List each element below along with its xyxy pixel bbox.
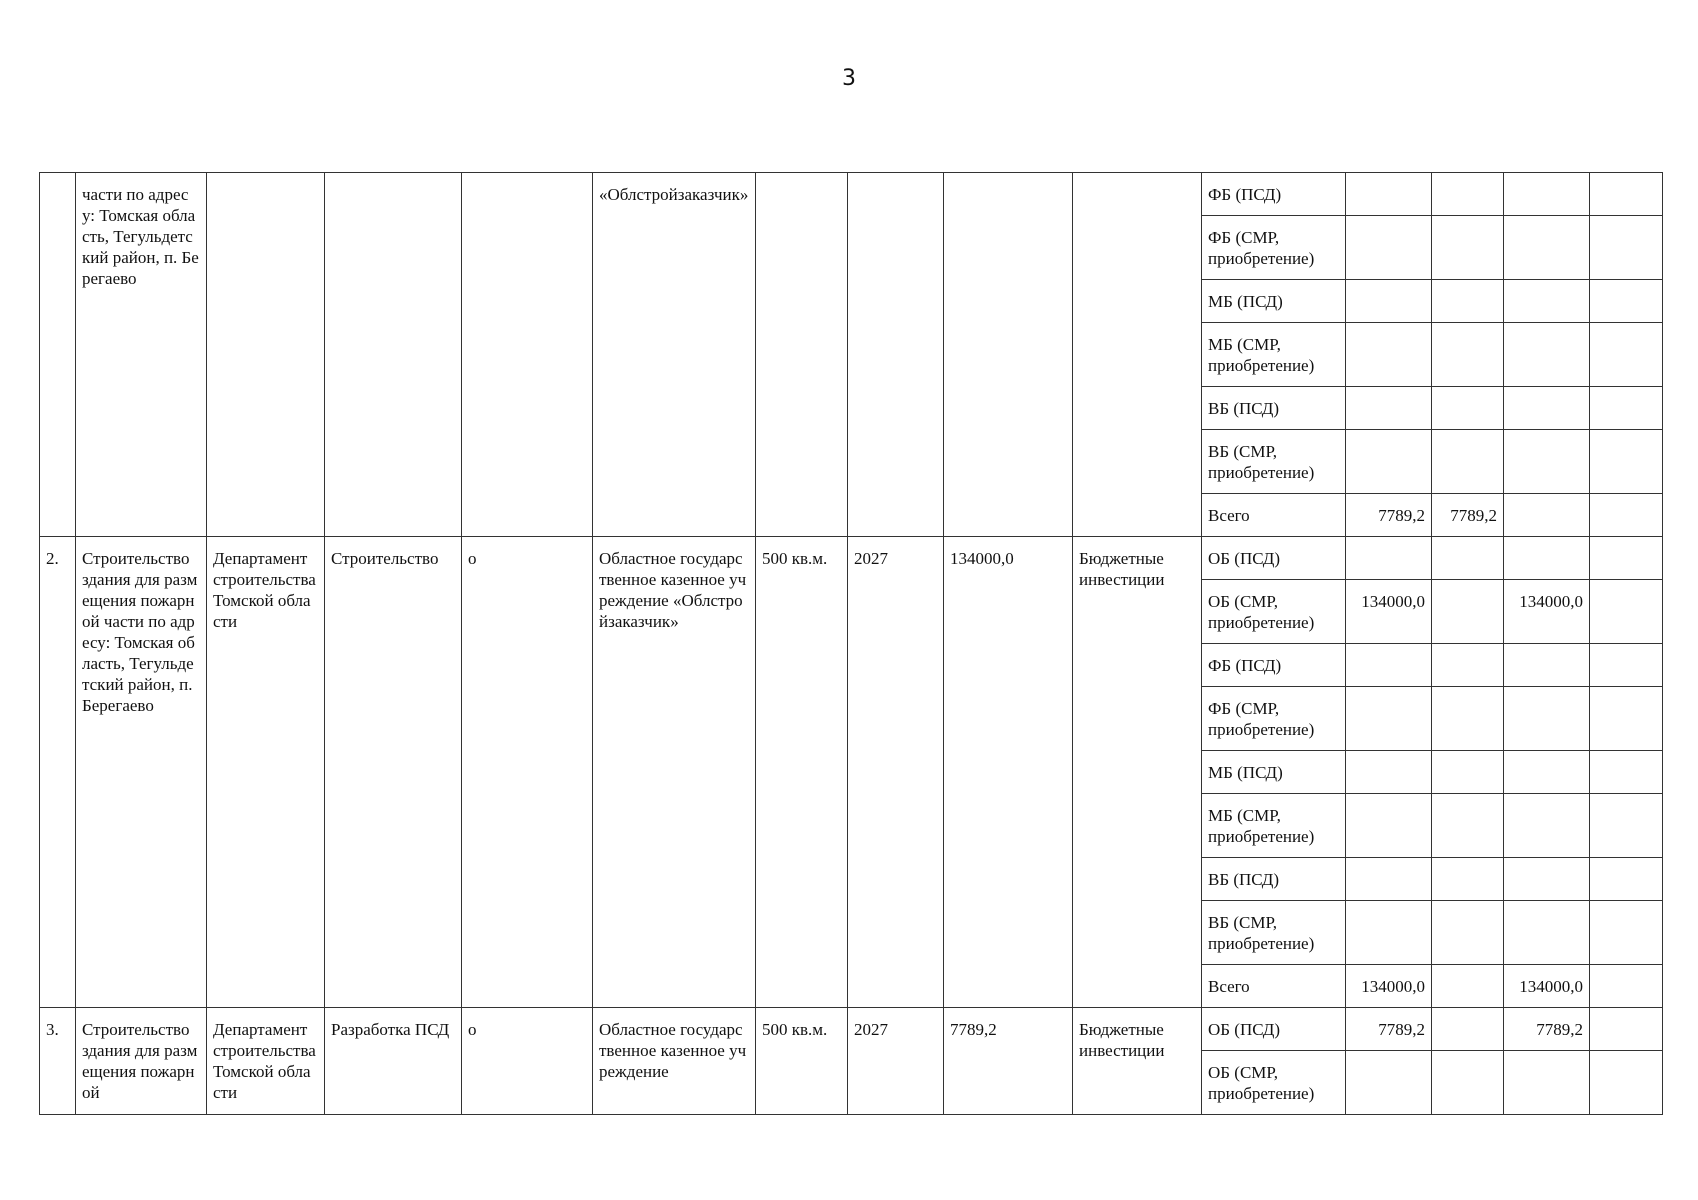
amount-cell	[1590, 644, 1663, 687]
amount-cell	[1590, 1008, 1663, 1051]
funding-form	[1073, 173, 1202, 537]
amount-cell: 134000,0	[1346, 580, 1432, 644]
amount-cell	[1432, 580, 1504, 644]
amount-cell	[1346, 216, 1432, 280]
funding-source: МБ (СМР, приобретение)	[1202, 794, 1346, 858]
funding-source: Всего	[1202, 494, 1346, 537]
work-type: Строительство	[325, 537, 462, 1008]
estimated-cost	[944, 173, 1073, 537]
funding-source: ФБ (ПСД)	[1202, 173, 1346, 216]
amount-cell	[1346, 387, 1432, 430]
amount-cell: 7789,2	[1346, 1008, 1432, 1051]
amount-cell	[1346, 858, 1432, 901]
page-number: 3	[842, 66, 856, 91]
amount-cell: 134000,0	[1346, 965, 1432, 1008]
funding-form: Бюджетные инвестиции	[1073, 1008, 1202, 1115]
amount-cell	[1432, 687, 1504, 751]
estimated-cost: 7789,2	[944, 1008, 1073, 1115]
amount-cell	[1432, 430, 1504, 494]
amount-cell	[1504, 430, 1590, 494]
amount-cell	[1432, 751, 1504, 794]
funding-source: ВБ (СМР, приобретение)	[1202, 430, 1346, 494]
capacity	[756, 173, 848, 537]
amount-cell	[1346, 644, 1432, 687]
amount-cell: 7789,2	[1346, 494, 1432, 537]
table-row	[40, 537, 1663, 580]
capacity: 500 кв.м.	[756, 1008, 848, 1115]
funding-form: Бюджетные инвестиции	[1073, 537, 1202, 1008]
funding-source: МБ (СМР, приобретение)	[1202, 323, 1346, 387]
work-type	[325, 173, 462, 537]
funding-source: ОБ (СМР, приобретение)	[1202, 580, 1346, 644]
amount-cell	[1590, 858, 1663, 901]
amount-cell	[1504, 858, 1590, 901]
amount-cell	[1432, 644, 1504, 687]
customer: Областное государственное казенное учреждение «Облстройзаказчик»	[593, 537, 756, 1008]
amount-cell	[1346, 687, 1432, 751]
funding-source: ВБ (СМР, приобретение)	[1202, 901, 1346, 965]
code-cell: о	[462, 537, 593, 1008]
table-row	[40, 1008, 1663, 1051]
amount-cell	[1590, 1051, 1663, 1115]
funding-source: МБ (ПСД)	[1202, 280, 1346, 323]
table-row	[40, 173, 1663, 216]
amount-cell	[1504, 644, 1590, 687]
amount-cell	[1590, 537, 1663, 580]
row-number	[40, 173, 76, 537]
row-number: 2.	[40, 537, 76, 1008]
amount-cell	[1590, 580, 1663, 644]
work-type: Разработка ПСД	[325, 1008, 462, 1115]
amount-cell	[1504, 1051, 1590, 1115]
code-cell: о	[462, 1008, 593, 1115]
estimated-cost: 134000,0	[944, 537, 1073, 1008]
funding-source: Всего	[1202, 965, 1346, 1008]
customer: «Облстройзаказчик»	[593, 173, 756, 537]
amount-cell	[1504, 494, 1590, 537]
amount-cell	[1504, 687, 1590, 751]
funding-source: ОБ (ПСД)	[1202, 537, 1346, 580]
funding-source: ОБ (СМР, приобретение)	[1202, 1051, 1346, 1115]
amount-cell	[1504, 387, 1590, 430]
amount-cell	[1504, 794, 1590, 858]
amount-cell	[1346, 323, 1432, 387]
row-number: 3.	[40, 1008, 76, 1115]
amount-cell	[1432, 858, 1504, 901]
amount-cell	[1590, 173, 1663, 216]
funding-source: ВБ (ПСД)	[1202, 387, 1346, 430]
amount-cell	[1504, 901, 1590, 965]
amount-cell	[1590, 687, 1663, 751]
code-cell	[462, 173, 593, 537]
investment-table	[39, 172, 1663, 1115]
department: Департамент строительства Томской области	[207, 1008, 325, 1115]
amount-cell	[1346, 430, 1432, 494]
funding-source: ФБ (СМР, приобретение)	[1202, 687, 1346, 751]
amount-cell	[1432, 216, 1504, 280]
amount-cell	[1346, 901, 1432, 965]
amount-cell: 134000,0	[1504, 580, 1590, 644]
object-name: Строительство здания для размещения пожарной части по адресу: Томская область, Тегульдетский район, п. Берегаево	[76, 537, 207, 1008]
amount-cell	[1432, 537, 1504, 580]
amount-cell	[1346, 1051, 1432, 1115]
capacity: 500 кв.м.	[756, 537, 848, 1008]
amount-cell	[1432, 173, 1504, 216]
funding-source: ОБ (ПСД)	[1202, 1008, 1346, 1051]
amount-cell	[1504, 751, 1590, 794]
amount-cell: 7789,2	[1432, 494, 1504, 537]
amount-cell	[1432, 965, 1504, 1008]
amount-cell	[1504, 323, 1590, 387]
amount-cell: 7789,2	[1504, 1008, 1590, 1051]
amount-cell	[1346, 537, 1432, 580]
object-name: части по адресу: Томская область, Тегульдетский район, п. Берегаево	[76, 173, 207, 537]
amount-cell	[1504, 216, 1590, 280]
amount-cell	[1590, 901, 1663, 965]
year: 2027	[848, 1008, 944, 1115]
amount-cell	[1432, 901, 1504, 965]
amount-cell	[1590, 323, 1663, 387]
amount-cell	[1504, 280, 1590, 323]
funding-source: ФБ (СМР, приобретение)	[1202, 216, 1346, 280]
amount-cell	[1590, 216, 1663, 280]
amount-cell	[1432, 1051, 1504, 1115]
amount-cell	[1346, 173, 1432, 216]
amount-cell	[1590, 280, 1663, 323]
amount-cell	[1504, 537, 1590, 580]
funding-source: ВБ (ПСД)	[1202, 858, 1346, 901]
customer: Областное государственное казенное учреждение	[593, 1008, 756, 1115]
amount-cell	[1590, 430, 1663, 494]
department	[207, 173, 325, 537]
amount-cell	[1590, 494, 1663, 537]
department: Департамент строительства Томской области	[207, 537, 325, 1008]
year	[848, 173, 944, 537]
amount-cell	[1432, 387, 1504, 430]
amount-cell	[1432, 1008, 1504, 1051]
funding-source: МБ (ПСД)	[1202, 751, 1346, 794]
amount-cell	[1346, 280, 1432, 323]
amount-cell	[1504, 173, 1590, 216]
amount-cell	[1590, 965, 1663, 1008]
funding-source: ФБ (ПСД)	[1202, 644, 1346, 687]
amount-cell: 134000,0	[1504, 965, 1590, 1008]
amount-cell	[1346, 794, 1432, 858]
amount-cell	[1590, 751, 1663, 794]
amount-cell	[1432, 794, 1504, 858]
amount-cell	[1590, 387, 1663, 430]
object-name: Строительство здания для размещения пожарной	[76, 1008, 207, 1115]
amount-cell	[1590, 794, 1663, 858]
amount-cell	[1346, 751, 1432, 794]
amount-cell	[1432, 323, 1504, 387]
year: 2027	[848, 537, 944, 1008]
amount-cell	[1432, 280, 1504, 323]
